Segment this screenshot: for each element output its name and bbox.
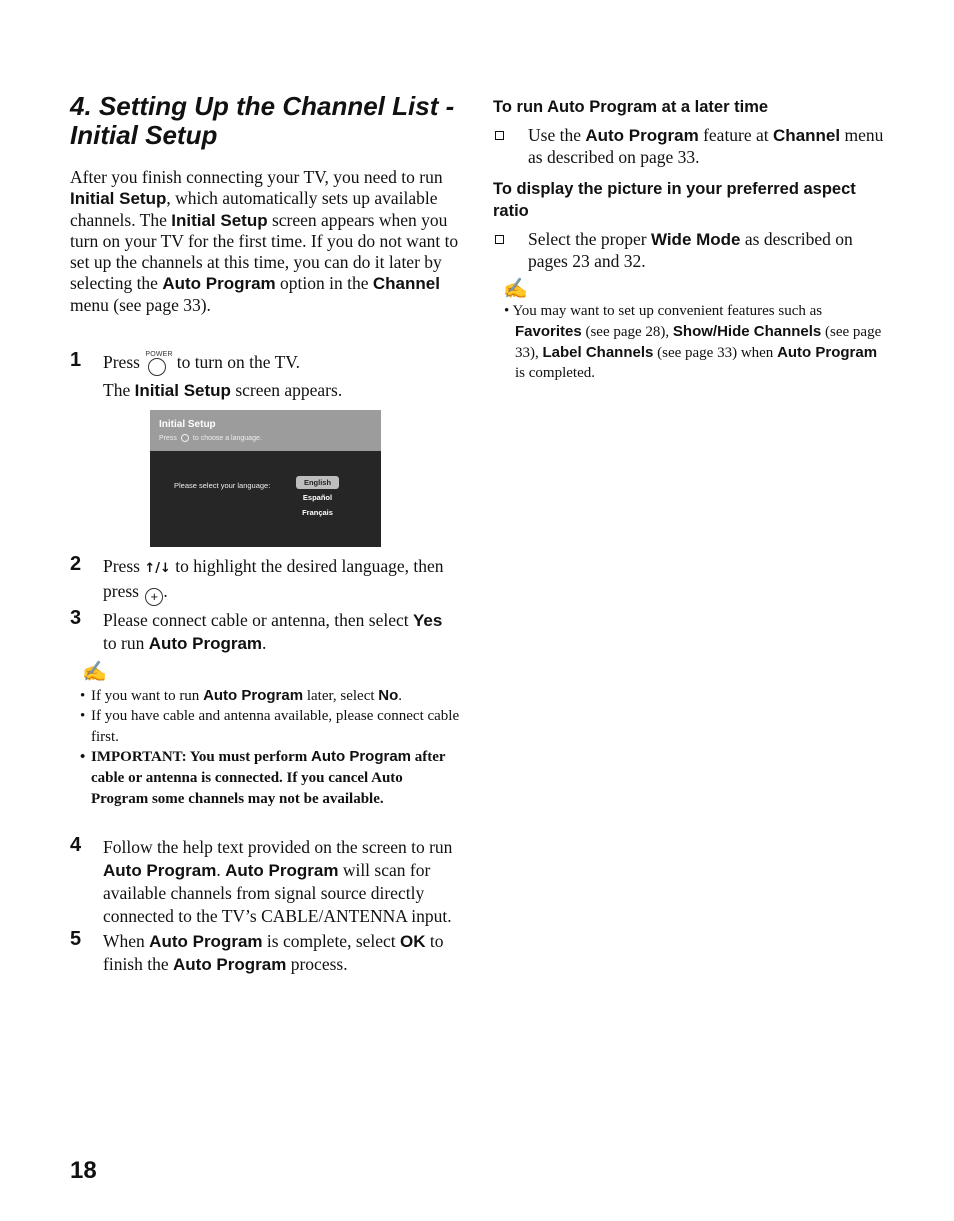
step-1: 1 Press POWER to turn on the TV. The Initial Setup screen appears. <box>70 351 460 402</box>
step-5: 5 When Auto Program is complete, select OK to finish the Auto Program process. <box>70 928 444 975</box>
note-pencil-icon: ✍ <box>503 278 528 300</box>
checklist-item: Select the proper Wide Mode as described on pages 23 and 32. <box>493 229 888 271</box>
title-line-2: Initial Setup <box>70 120 218 150</box>
step-number: 3 <box>70 606 82 629</box>
section-heading-aspect-ratio: To display the picture in your preferred aspect ratio <box>493 180 856 220</box>
right-column <box>493 96 888 384</box>
screen-hint: Press to choose a language. <box>159 434 262 442</box>
language-option-english: English <box>296 476 339 489</box>
power-button-icon: POWER <box>147 355 169 371</box>
up-down-arrow-icon: ↑/↓ <box>144 560 171 576</box>
step-1-result: The Initial Setup screen appears. <box>103 379 343 400</box>
enter-button-icon: + <box>145 588 163 606</box>
joystick-icon <box>181 434 189 442</box>
initial-setup-screen-image <box>150 410 381 547</box>
page-title <box>70 92 460 150</box>
intro-paragraph: After you finish connecting your TV, you need to run Initial Setup, which automatically sets up available channels. The Initial Setup screen appears when you turn on your TV for the first time. If you do not want to set up the channels at this time, you can do it later by selecting the Auto Program option in the Channel menu (see page 33). <box>70 167 459 315</box>
step-3: 3 Please connect cable or antenna, then select Yes to run Auto Program. <box>70 606 443 653</box>
page-number: 18 <box>70 1157 97 1184</box>
step-number: 1 <box>70 348 82 371</box>
screen-title: Initial Setup <box>159 418 216 430</box>
language-prompt: Please select your language: <box>174 480 271 490</box>
language-option-espanol: Español <box>302 492 333 502</box>
note-item: • If you have cable and antenna available, please connect cable first. <box>80 706 460 747</box>
title-line-1: 4. Setting Up the Channel List - <box>70 91 455 121</box>
step-number: 4 <box>70 834 82 857</box>
right-note: • You may want to set up convenient features such as Favorites (see page 28), Show/Hide Channels (see page 33), Label Channels (see page 33) when Auto Program is completed. <box>504 303 882 382</box>
left-column <box>70 92 460 976</box>
step-4: 4 Follow the help text provided on the screen to run Auto Program. Auto Program will scan for available channels from signal source directly connected to the TV’s CABLE/ANTENNA input. <box>70 834 453 927</box>
step-number: 2 <box>70 552 82 575</box>
checkbox-bullet-icon <box>495 131 504 140</box>
checkbox-bullet-icon <box>495 235 504 244</box>
screen-header <box>150 410 381 451</box>
section-heading-later: To run Auto Program at a later time <box>493 98 769 116</box>
note-pencil-icon: ✍ <box>82 660 107 683</box>
step-2: 2 Press ↑/↓ to highlight the desired language, then press + . <box>70 552 444 604</box>
important-note: • IMPORTANT: You must perform Auto Program after cable or antenna is connected. If you cancel Auto Program some channels may not be available. <box>80 747 460 809</box>
note-item: • If you want to run Auto Program later, select No. <box>80 686 460 707</box>
checklist-item: Use the Auto Program feature at Channel menu as described on page 33. <box>493 125 888 167</box>
notes-list <box>80 686 460 810</box>
language-option-francais: Français <box>302 507 333 517</box>
step-number: 5 <box>70 928 82 951</box>
